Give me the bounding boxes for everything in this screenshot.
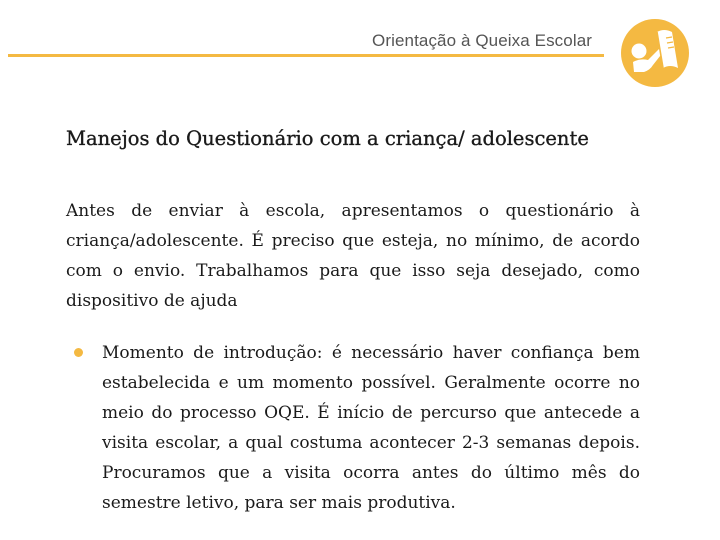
bullet-text: Momento de introdução: é necessário haver confiança bem estabelecida e um momento possível. Geralmente ocorre no meio do processo OQE. É início de percurso que antecede a visita escolar, a qual costuma acontecer 2-3 semanas depois. Procuramos que a visita ocorra antes do último mês do semestre letivo, para ser mais produtiva. — [102, 343, 640, 513]
bullet-dot-icon — [74, 348, 83, 357]
child-reading-logo-icon — [620, 18, 690, 88]
section-heading: Manejos do Questionário com a criança/ adolescente — [66, 127, 589, 150]
header-rule — [8, 54, 604, 57]
intro-paragraph: Antes de enviar à escola, apresentamos o questionário à criança/adolescente. É preciso que esteja, no mínimo, de acordo com o envio. Trabalhamos para que isso seja desejado, como dispositivo de ajuda — [66, 201, 640, 311]
list-item — [66, 338, 640, 518]
header-title: Orientação à Queixa Escolar — [372, 31, 593, 50]
bullet-list — [66, 338, 640, 518]
